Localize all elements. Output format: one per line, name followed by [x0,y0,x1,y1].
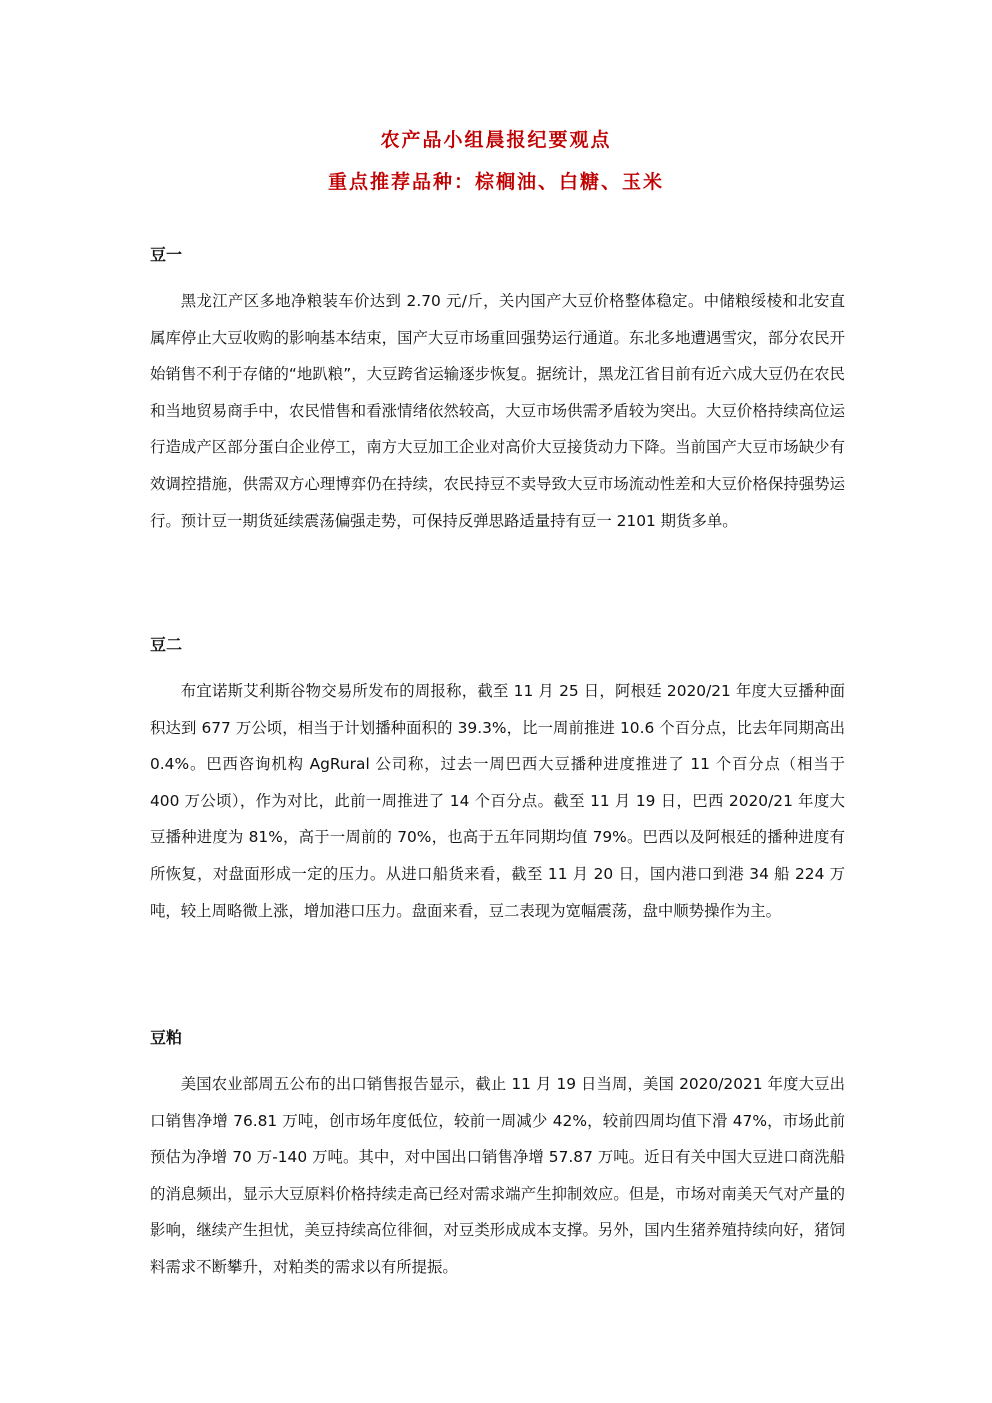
section-body: 布宜诺斯艾利斯谷物交易所发布的周报称，截至 11 月 25 日，阿根廷 2020/21 年度大豆播种面积达到 677 万公顷，相当于计划播种面积的 39.3%，比一周前推进 10.6 个百分点，比去年同期高出 0.4%。巴西咨询机构 AgRural 公司称，过去一周巴西大豆播种进度推进了 11 个百分点（相当于 400 万公顷），作为对比，此前一周推进了 14 个百分点。截至 11 月 19 日，巴西 2020/21 年度大豆播种进度为 81%，高于一周前的 70%，也高于五年同期均值 79%。巴西以及阿根廷的播种进度有所恢复，对盘面形成一定的压力。从进口船货来看，截至 11 月 20 日，国内港口到港 34 船 224 万吨，较上周略微上涨，增加港口压力。盘面来看，豆二表现为宽幅震荡，盘中顺势操作为主。 [150,682,845,920]
section-body: 美国农业部周五公布的出口销售报告显示，截止 11 月 19 日当周，美国 2020/2021 年度大豆出口销售净增 76.81 万吨，创市场年度低位，较前一周减少 42%，较前四周均值下滑 47%，市场此前预估为净增 70 万-140 万吨。其中，对中国出口销售净增 57.87 万吨。近日有关中国大豆进口商洗船的消息频出，显示大豆原料价格持续走高已经对需求端产生抑制效应。但是，市场对南美天气对产量的影响，继续产生担忧，美豆持续高位徘徊，对豆类形成成本支撑。另外，国内生猪养殖持续向好，猪饲料需求不断攀升，对粕类的需求以有所提振。 [150,1075,845,1276]
section-body: 黑龙江产区多地净粮装车价达到 2.70 元/斤，关内国产大豆价格整体稳定。中储粮绥棱和北安直属库停止大豆收购的影响基本结束，国产大豆市场重回强势运行通道。东北多地遭遇雪灾，部分农民开始销售不利于存储的“地趴粮”，大豆跨省运输逐步恢复。据统计，黑龙江省目前有近六成大豆仍在农民和当地贸易商手中，农民惜售和看涨情绪依然较高，大豆市场供需矛盾较为突出。大豆价格持续高位运行造成产区部分蛋白企业停工，南方大豆加工企业对高价大豆接货动力下降。当前国产大豆市场缺少有效调控措施，供需双方心理博弈仍在持续，农民持豆不卖导致大豆市场流动性差和大豆价格保持强势运行。预计豆一期货延续震荡偏强走势，可保持反弹思路适量持有豆一 2101 期货多单。 [150,292,845,530]
document-title: 农产品小组晨报纪要观点 [380,129,612,151]
section-dou-yi [150,243,845,539]
document-subtitle: 重点推荐品种：棕榈油、白糖、玉米 [327,171,664,193]
section-heading: 豆一 [150,245,183,264]
section-dou-po [150,1026,845,1286]
section-dou-er [150,633,845,929]
section-heading: 豆粕 [150,1028,183,1047]
section-heading: 豆二 [150,635,183,654]
